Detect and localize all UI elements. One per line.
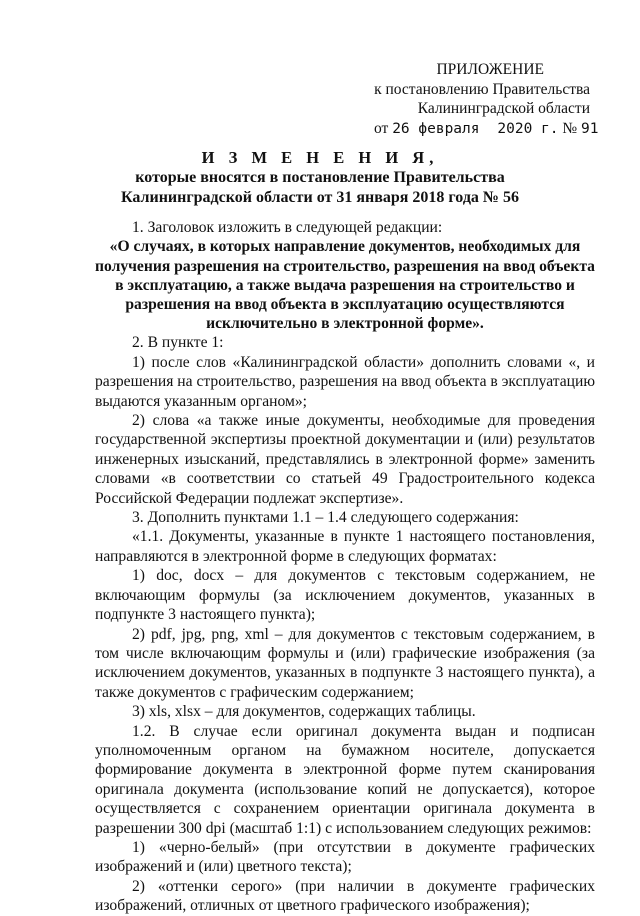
appendix-line-1: к постановлению Правительства: [374, 80, 590, 98]
paragraph: 1) после слов «Калининградской области» дополнить словами «, и разрешения на строительство, разрешения на ввод объекта в эксплуатацию выдаются указанным органом»;: [95, 353, 595, 410]
paragraph: 1) doc, docx – для документов с текстовым содержанием, не включающим формулы (за исключением документов, указанных в подпункте 3 настоящего пункта);: [95, 567, 595, 624]
document-number: 91: [581, 120, 599, 137]
appendix-block: [330, 60, 599, 139]
paragraph: 1. Заголовок изложить в следующей редакции:: [132, 219, 443, 236]
paragraph: 3) xls, xlsx – для документов, содержащих таблицы.: [132, 703, 476, 721]
document-body: [95, 218, 595, 916]
quoted-title: «О случаях, в которых направление документов, необходимых для получения разрешения на строительство, разрешения на ввод объекта в эксплуатацию, а также выдача разрешения на строительство и разрешения на ввод объекта в эксплуатацию осуществляются исключительно в электронной форме».: [95, 238, 595, 333]
paragraph: 2. В пункте 1:: [132, 334, 224, 352]
appendix-date-line: [330, 119, 599, 140]
appendix-title: ПРИЛОЖЕНИЕ: [436, 61, 544, 78]
paragraph: 2) pdf, jpg, png, xml – для документов с текстовым содержанием, в том числе включающим формулы и (или) графические изображения (за исключением документов, указанных в подпункте 3 настоящего пункта), а также документов с графическим содержанием;: [95, 625, 595, 701]
paragraph: 1) «черно-белый» (при отсутствии в документе графических изображений и (или) цветного текста);: [95, 838, 595, 876]
date-year: 2020 г.: [497, 120, 559, 137]
appendix-line-2: Калининградской области: [417, 100, 590, 117]
heading-title: И З М Е Н Е Н И Я,: [201, 148, 439, 167]
heading-subtitle-1: которые вносятся в постановление Правительства: [135, 169, 505, 186]
paragraph: 2) «оттенки серого» (при наличии в документе графических изображений, отличных от цветного графического изображения);: [95, 877, 595, 915]
heading-subtitle-2: Калининградской области от 31 января 2018 года № 56: [120, 189, 520, 206]
number-prefix: №: [562, 119, 578, 137]
date-prefix: от: [374, 119, 389, 137]
paragraph: 1.2. В случае если оригинал документа выдан и подписан уполномоченным органом на бумажном носителе, допускается формирование документа в электронной форме путем сканирования оригинала документа (использование копий не допускается), которое осуществляется с сохранением ориентации оригинала документа в разрешении 300 dpi (масштаб 1:1) с использованием следующих режимов:: [95, 722, 595, 837]
changes-heading: [0, 148, 640, 208]
date-day-month: 26 февраля: [392, 120, 480, 137]
paragraph: «1.1. Документы, указанные в пункте 1 настоящего постановления, направляются в электронной форме в следующих форматах:: [95, 528, 595, 565]
paragraph: 2) слова «а также иные документы, необходимые для проведения государственной экспертизы проектной документации и (или) результатов инженерных изысканий, представлялись в электронной форме» заменить словами «в соответствии со статьей 49 Градостроительного кодекса Российской Федерации подлежат экспертизе».: [95, 412, 595, 507]
paragraph: 3. Дополнить пунктами 1.1 – 1.4 следующего содержания:: [132, 509, 519, 527]
